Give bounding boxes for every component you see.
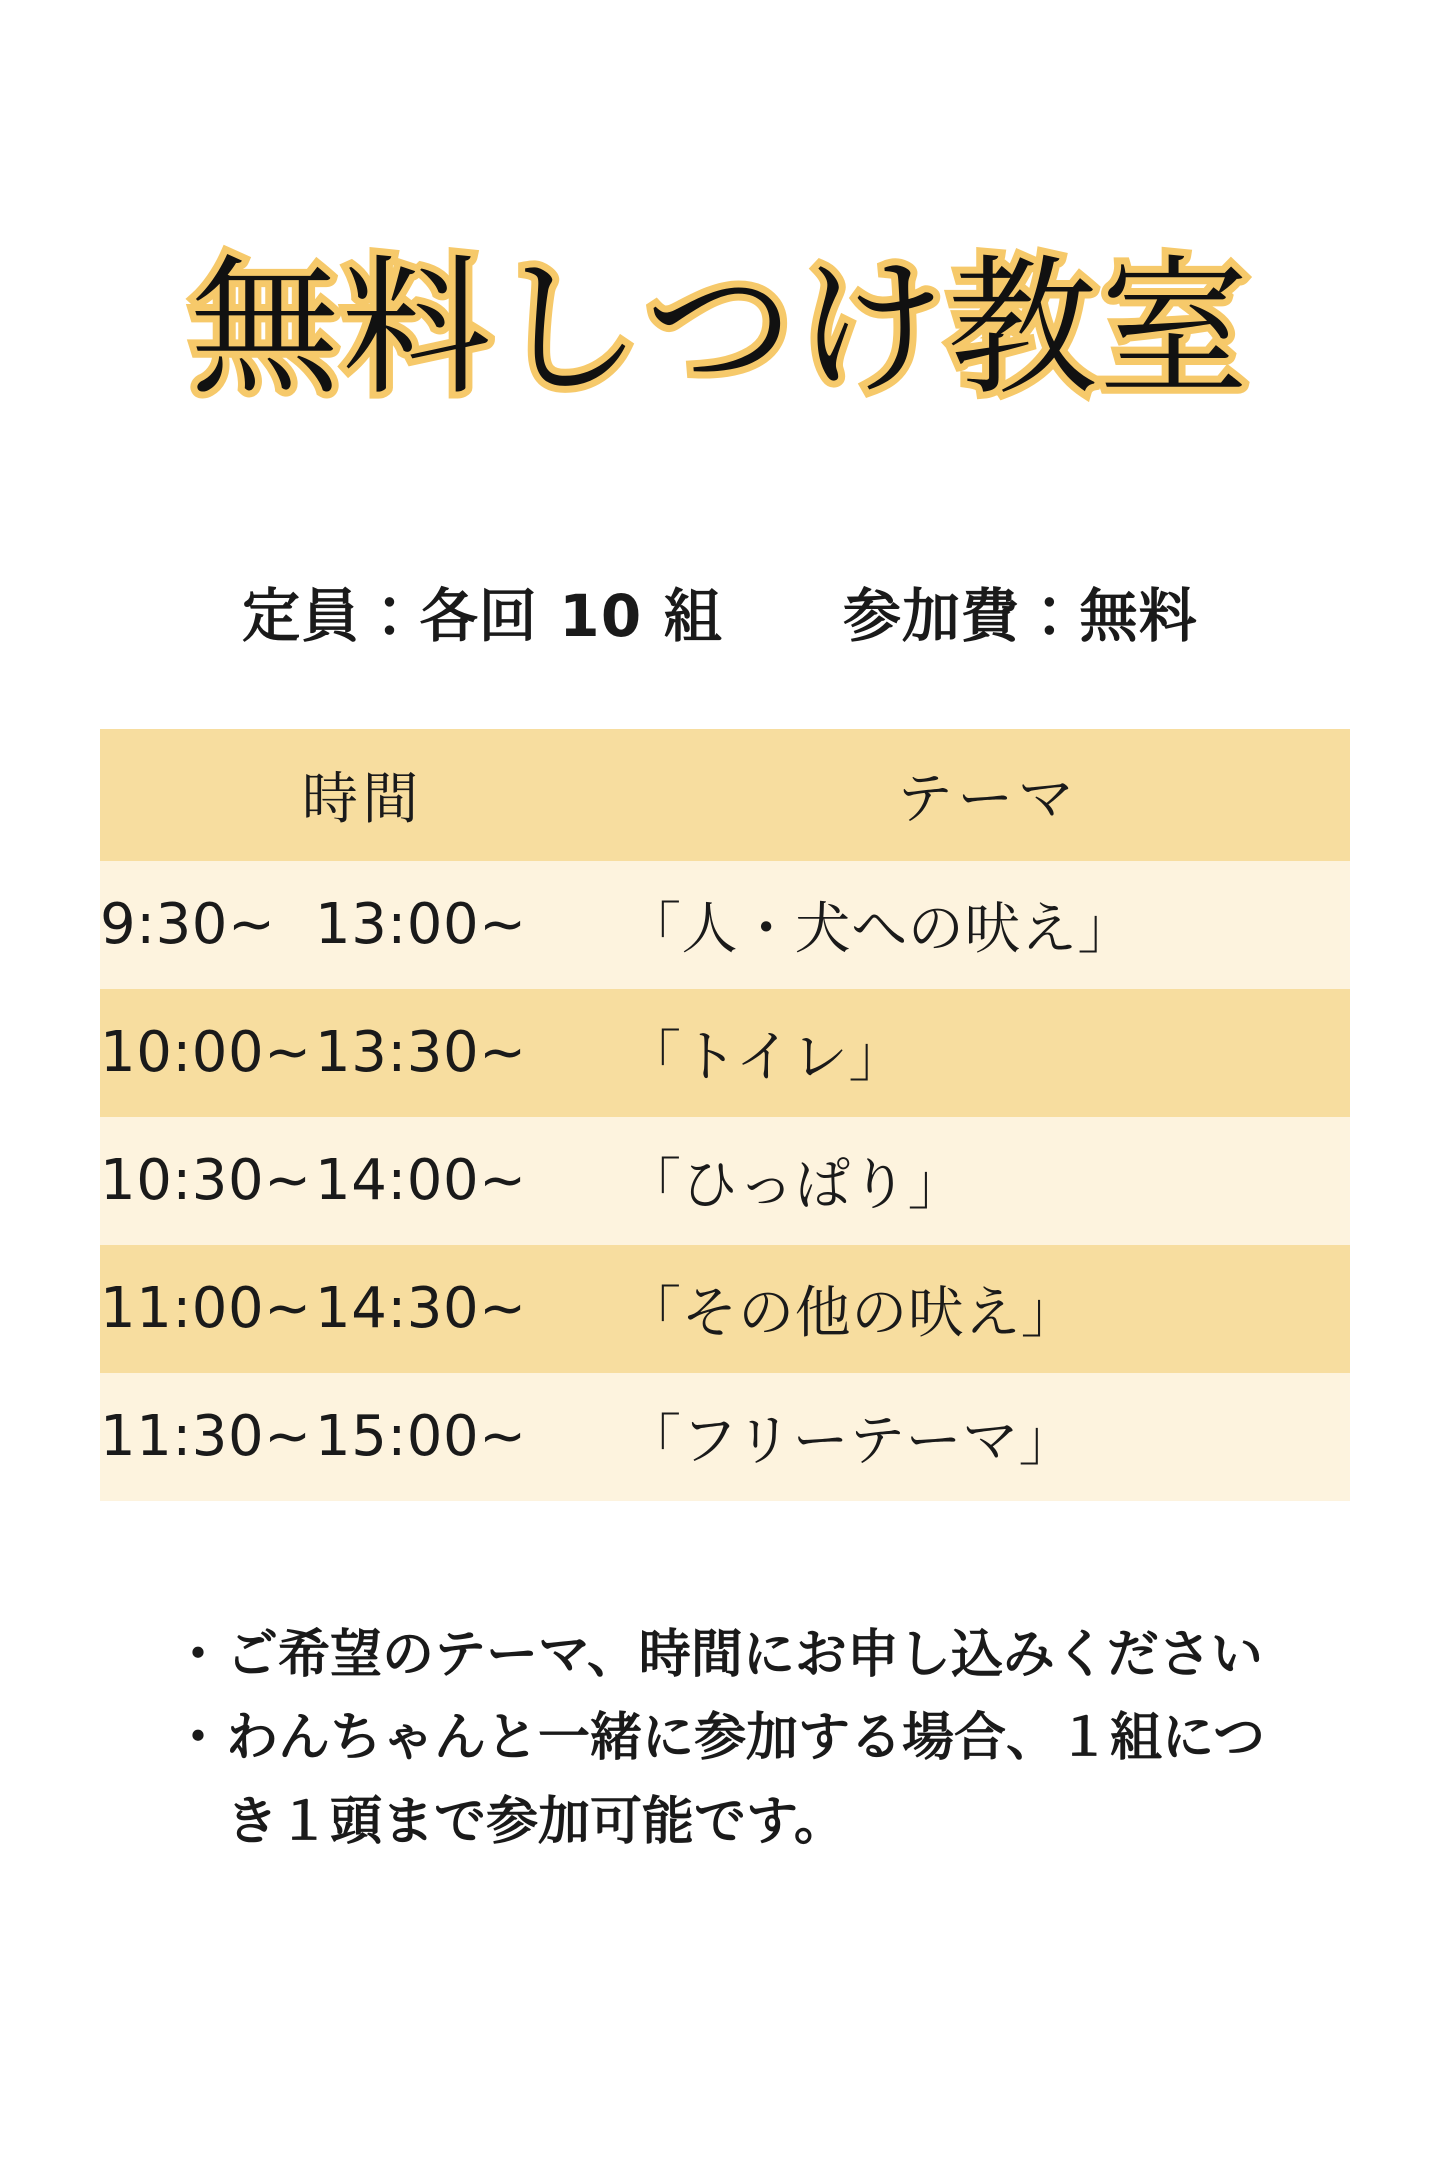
time-afternoon: 15:00~: [315, 1404, 527, 1469]
time-morning: 10:00~: [100, 1020, 312, 1085]
capacity-info: 定員：各回 10 組: [242, 581, 723, 650]
fee-info: 参加費：無料: [842, 581, 1198, 650]
note-text: ご希望のテーマ、時間にお申し込みください: [226, 1624, 1263, 1685]
note-item: [172, 1619, 1280, 1693]
cell-theme: 「ひっぱり」: [625, 1117, 1350, 1245]
title-container: [100, 150, 1340, 509]
bullet-icon: ・: [172, 1624, 225, 1685]
note-item: [172, 1702, 1280, 1776]
cell-time: [100, 861, 625, 989]
page-title: 無料しつけ教室: [189, 241, 1251, 416]
table-row: [100, 989, 1350, 1117]
time-afternoon: 14:30~: [315, 1276, 527, 1341]
table-row: [100, 1373, 1350, 1501]
cell-theme: 「トイレ」: [625, 989, 1350, 1117]
header-time: 時間: [100, 729, 625, 861]
time-morning: 11:00~: [100, 1276, 312, 1341]
poster-page: [0, 150, 1440, 2174]
note-text: き１頭まで参加可能です。: [174, 1792, 846, 1853]
schedule-table: [100, 729, 1350, 1501]
table-row: [100, 861, 1350, 989]
cell-time: [100, 1117, 625, 1245]
note-item-continuation: [172, 1786, 1280, 1860]
time-morning: 11:30~: [100, 1404, 312, 1469]
time-afternoon: 14:00~: [315, 1148, 527, 1213]
table-row: [100, 1245, 1350, 1373]
cell-theme: 「その他の吠え」: [625, 1245, 1350, 1373]
cell-time: [100, 1373, 625, 1501]
time-afternoon: 13:00~: [315, 892, 527, 957]
table-header-row: [100, 729, 1350, 861]
cell-time: [100, 989, 625, 1117]
info-row: [100, 569, 1340, 653]
cell-theme: 「人・犬への吠え」: [625, 861, 1350, 989]
time-morning: 9:30~: [100, 892, 276, 957]
time-morning: 10:30~: [100, 1148, 312, 1213]
header-theme: テーマ: [625, 729, 1350, 861]
table-row: [100, 1117, 1350, 1245]
note-text: わんちゃんと一緒に参加する場合、１組につ: [226, 1708, 1265, 1769]
cell-theme: 「フリーテーマ」: [625, 1373, 1350, 1501]
bullet-icon: ・: [172, 1708, 225, 1769]
notes-section: [100, 1619, 1340, 1860]
time-afternoon: 13:30~: [315, 1020, 527, 1085]
cell-time: [100, 1245, 625, 1373]
